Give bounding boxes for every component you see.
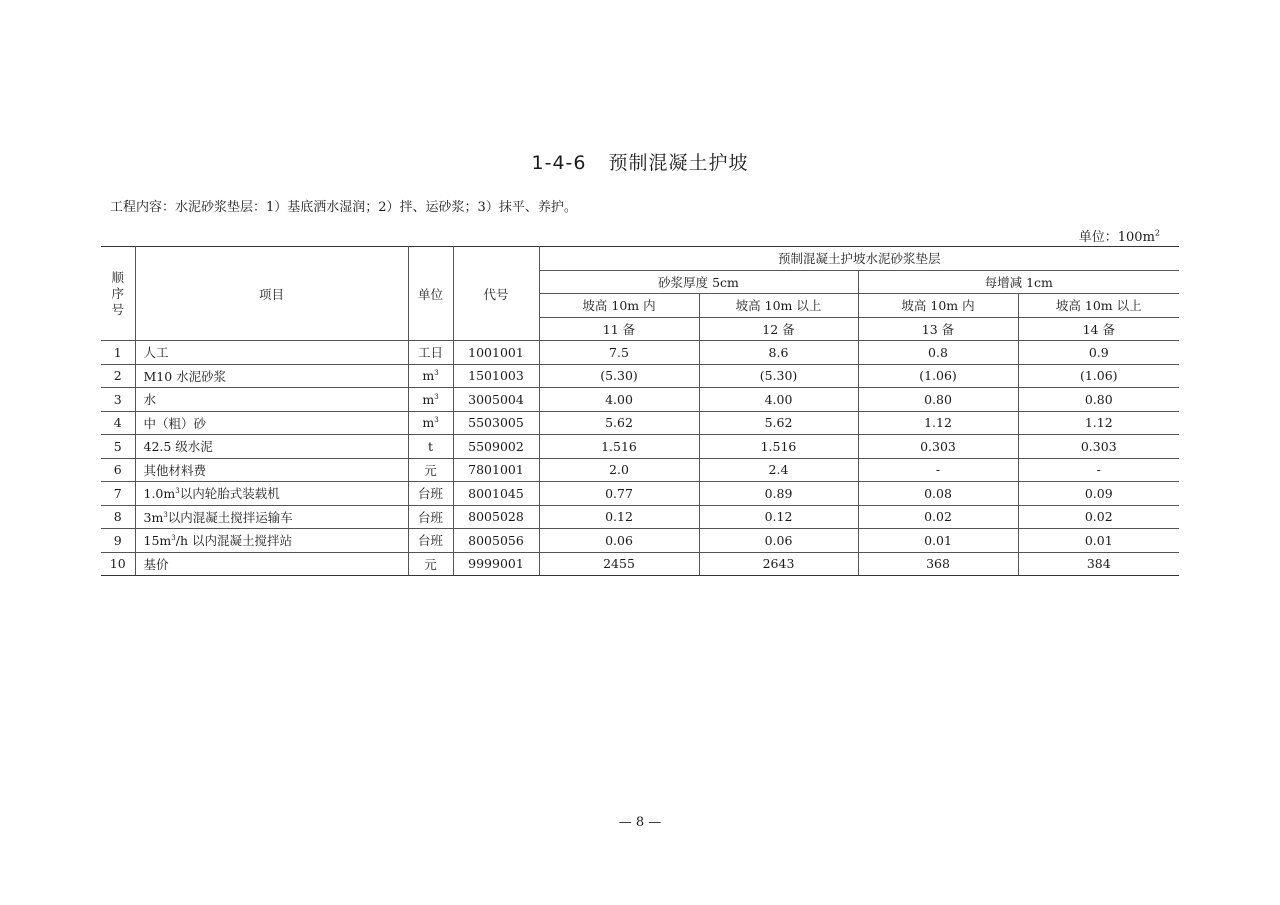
row-item: $15m^3/h$ 以内混凝土搅拌站 bbox=[135, 529, 408, 553]
header-item: 项目 bbox=[135, 247, 408, 341]
row-value: 0.80 bbox=[1018, 388, 1179, 412]
header-col: 坡高 10m 内 bbox=[858, 294, 1018, 318]
row-value: 1.516 bbox=[539, 435, 699, 459]
header-col-num: 11 备 bbox=[539, 317, 699, 341]
row-item: 42.5 级水泥 bbox=[135, 435, 408, 459]
row-seq: 2 bbox=[101, 364, 135, 388]
row-code: 9999001 bbox=[453, 552, 539, 576]
header-col: 坡高 10m 以上 bbox=[699, 294, 858, 318]
row-value: 5.62 bbox=[699, 411, 858, 435]
row-seq: 1 bbox=[101, 341, 135, 365]
row-unit: 台班 bbox=[408, 529, 453, 553]
table-row bbox=[101, 529, 1179, 553]
row-seq: 9 bbox=[101, 529, 135, 553]
row-unit: 元 bbox=[408, 458, 453, 482]
row-seq: 5 bbox=[101, 435, 135, 459]
title-name: 预制混凝土护坡 bbox=[608, 152, 749, 174]
row-value: 0.08 bbox=[858, 482, 1018, 506]
row-unit: 工日 bbox=[408, 341, 453, 365]
row-value: 0.80 bbox=[858, 388, 1018, 412]
table-row bbox=[101, 505, 1179, 529]
row-value: 2455 bbox=[539, 552, 699, 576]
row-code: 1001001 bbox=[453, 341, 539, 365]
row-value: 8.6 bbox=[699, 341, 858, 365]
unit-note-text: 单位：100m bbox=[1078, 230, 1155, 245]
table-row bbox=[101, 341, 1179, 365]
row-value: 0.09 bbox=[1018, 482, 1179, 506]
row-seq: 8 bbox=[101, 505, 135, 529]
title-code: 1-4-6 bbox=[531, 152, 587, 174]
quota-table bbox=[101, 246, 1179, 576]
row-code: 8005028 bbox=[453, 505, 539, 529]
row-item: 人工 bbox=[135, 341, 408, 365]
row-value: 0.12 bbox=[539, 505, 699, 529]
row-item: $3m^3$以内混凝土搅拌运输车 bbox=[135, 505, 408, 529]
row-code: 7801001 bbox=[453, 458, 539, 482]
row-seq: 7 bbox=[101, 482, 135, 506]
row-value: 4.00 bbox=[699, 388, 858, 412]
table-row bbox=[101, 364, 1179, 388]
row-value: 0.06 bbox=[539, 529, 699, 553]
row-value: 0.303 bbox=[1018, 435, 1179, 459]
row-code: 1501003 bbox=[453, 364, 539, 388]
row-value: 2643 bbox=[699, 552, 858, 576]
row-value: - bbox=[1018, 458, 1179, 482]
row-seq: 10 bbox=[101, 552, 135, 576]
row-unit: $m^3$ bbox=[408, 364, 453, 388]
row-item: 水 bbox=[135, 388, 408, 412]
row-value: 0.8 bbox=[858, 341, 1018, 365]
row-value: 0.9 bbox=[1018, 341, 1179, 365]
row-item: 基价 bbox=[135, 552, 408, 576]
row-unit: 台班 bbox=[408, 505, 453, 529]
table-row bbox=[101, 435, 1179, 459]
row-item: $1.0m^3$以内轮胎式装载机 bbox=[135, 482, 408, 506]
row-value: 1.12 bbox=[1018, 411, 1179, 435]
row-value: 0.01 bbox=[858, 529, 1018, 553]
row-value: 384 bbox=[1018, 552, 1179, 576]
row-value: 0.06 bbox=[699, 529, 858, 553]
row-value: 1.12 bbox=[858, 411, 1018, 435]
row-unit: 台班 bbox=[408, 482, 453, 506]
row-seq: 3 bbox=[101, 388, 135, 412]
row-value: (5.30) bbox=[699, 364, 858, 388]
row-value: (1.06) bbox=[1018, 364, 1179, 388]
table-row bbox=[101, 552, 1179, 576]
header-col-num: 13 备 bbox=[858, 317, 1018, 341]
header-col-num: 12 备 bbox=[699, 317, 858, 341]
row-value: 4.00 bbox=[539, 388, 699, 412]
unit-note-sup: 2 bbox=[1154, 228, 1160, 238]
table-row bbox=[101, 388, 1179, 412]
header-sub-thickness: 砂浆厚度 5cm bbox=[539, 270, 858, 294]
row-item: 中（粗）砂 bbox=[135, 411, 408, 435]
table-row bbox=[101, 482, 1179, 506]
header-col: 坡高 10m 以上 bbox=[1018, 294, 1179, 318]
row-value: 5.62 bbox=[539, 411, 699, 435]
row-value: 0.12 bbox=[699, 505, 858, 529]
row-item: M10 水泥砂浆 bbox=[135, 364, 408, 388]
row-seq: 4 bbox=[101, 411, 135, 435]
header-code: 代号 bbox=[453, 247, 539, 341]
row-value: 0.89 bbox=[699, 482, 858, 506]
row-value: 7.5 bbox=[539, 341, 699, 365]
row-code: 5503005 bbox=[453, 411, 539, 435]
table-row bbox=[101, 411, 1179, 435]
row-code: 8005056 bbox=[453, 529, 539, 553]
header-group: 预制混凝土护坡水泥砂浆垫层 bbox=[539, 247, 1179, 271]
row-value: 368 bbox=[858, 552, 1018, 576]
row-seq: 6 bbox=[101, 458, 135, 482]
row-value: 0.303 bbox=[858, 435, 1018, 459]
work-content: 工程内容：水泥砂浆垫层：1）基底洒水湿润；2）拌、运砂浆；3）抹平、养护。 bbox=[110, 200, 577, 215]
row-value: - bbox=[858, 458, 1018, 482]
row-item: 其他材料费 bbox=[135, 458, 408, 482]
row-value: 0.01 bbox=[1018, 529, 1179, 553]
row-unit: 元 bbox=[408, 552, 453, 576]
row-value: 0.02 bbox=[858, 505, 1018, 529]
row-code: 3005004 bbox=[453, 388, 539, 412]
row-code: 8001045 bbox=[453, 482, 539, 506]
header-sub-increment: 每增减 1cm bbox=[858, 270, 1179, 294]
header-unit: 单位 bbox=[408, 247, 453, 341]
unit-note bbox=[1079, 226, 1160, 245]
row-value: 1.516 bbox=[699, 435, 858, 459]
header-seq: 顺 序 号 bbox=[101, 247, 135, 341]
page-title bbox=[0, 148, 1280, 175]
row-value: (5.30) bbox=[539, 364, 699, 388]
header-col-num: 14 备 bbox=[1018, 317, 1179, 341]
row-value: 2.4 bbox=[699, 458, 858, 482]
row-value: 0.02 bbox=[1018, 505, 1179, 529]
table-row bbox=[101, 458, 1179, 482]
header-col: 坡高 10m 内 bbox=[539, 294, 699, 318]
row-code: 5509002 bbox=[453, 435, 539, 459]
page-number: — 8 — bbox=[618, 815, 662, 830]
row-unit: t bbox=[408, 435, 453, 459]
row-unit: $m^3$ bbox=[408, 411, 453, 435]
row-value: (1.06) bbox=[858, 364, 1018, 388]
row-unit: $m^3$ bbox=[408, 388, 453, 412]
row-value: 2.0 bbox=[539, 458, 699, 482]
row-value: 0.77 bbox=[539, 482, 699, 506]
